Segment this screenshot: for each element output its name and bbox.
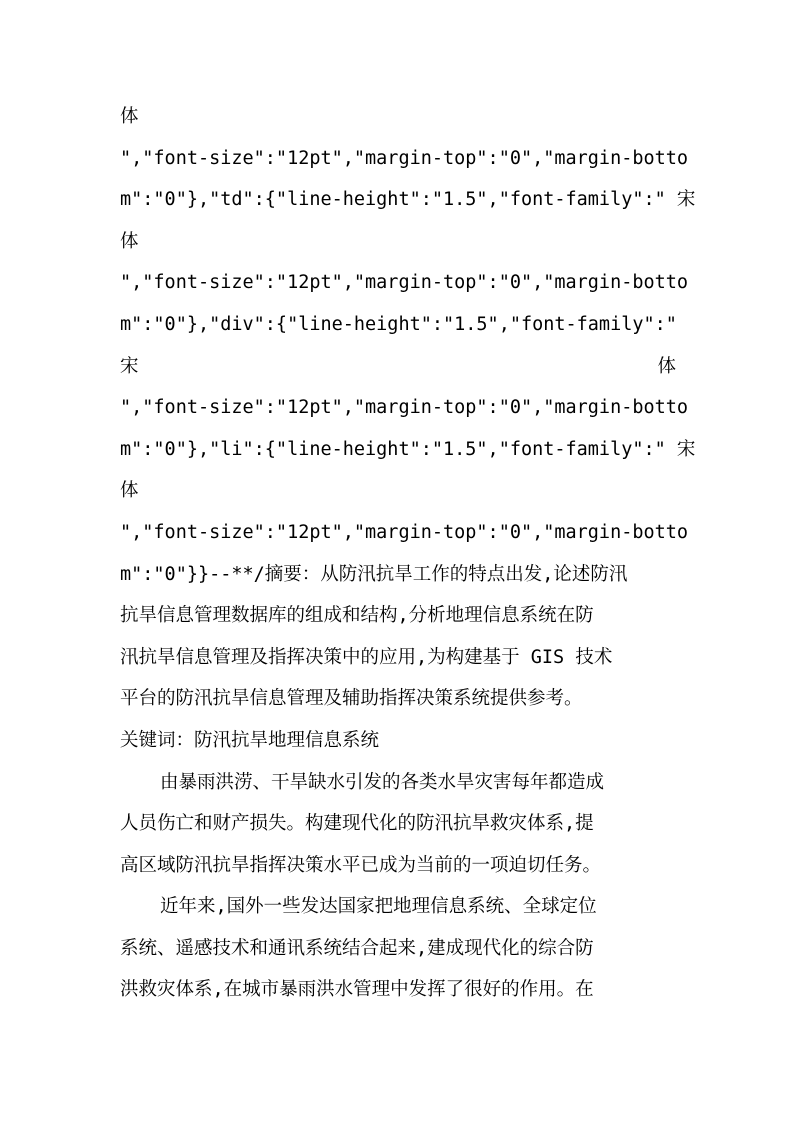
abstract-line: m":"0"}}--**/摘要：从防汛抗旱工作的特点出发,论述防汛 [120, 563, 628, 585]
text-fragment: 宋 [120, 355, 139, 377]
text-line: 体 [120, 230, 139, 252]
paragraph-line: 系统、遥感技术和通讯系统结合起来,建成现代化的综合防 [120, 937, 594, 959]
text-fragment: 体 [657, 355, 676, 377]
text-line: ","font-size":"12pt","margin-top":"0","margin-botto [120, 272, 689, 294]
text-line: 体 [120, 480, 139, 502]
paragraph-line: 人员伤亡和财产损失。构建现代化的防汛抗旱救灾体系,提 [120, 813, 594, 835]
text-line: m":"0"},"td":{"line-height":"1.5","font-family":" 宋 [120, 189, 696, 211]
abstract-line: 平台的防汛抗旱信息管理及辅助指挥决策系统提供参考。 [120, 688, 583, 710]
text-line: ","font-size":"12pt","margin-top":"0","margin-botto [120, 147, 689, 169]
keywords-line: 关键词：防汛抗旱地理信息系统 [120, 729, 380, 751]
paragraph-line: 由暴雨洪涝、干旱缺水引发的各类水旱灾害每年都造成 [160, 771, 605, 793]
paragraph-line: 高区域防汛抗旱指挥决策水平已成为当前的一项迫切任务。 [120, 854, 602, 876]
text-line: ","font-size":"12pt","margin-top":"0","margin-botto [120, 521, 689, 543]
paragraph-line: 近年来,国外一些发达国家把地理信息系统、全球定位 [160, 896, 597, 918]
text-line: 体 [120, 106, 139, 127]
text-line: ","font-size":"12pt","margin-top":"0","margin-botto [120, 397, 689, 419]
text-line: m":"0"},"li":{"line-height":"1.5","font-family":" 宋 [120, 438, 696, 460]
abstract-line: 汛抗旱信息管理及指挥决策中的应用,为构建基于 GIS 技术 [120, 646, 613, 668]
abstract-line: 抗旱信息管理数据库的组成和结构,分析地理信息系统在防 [120, 605, 594, 627]
justified-text-line [120, 346, 676, 388]
text-line: m":"0"},"div":{"line-height":"1.5","font-family":" [120, 313, 677, 335]
paragraph-line: 洪救灾体系,在城市暴雨洪水管理中发挥了很好的作用。在 [120, 979, 594, 1001]
document-page [120, 96, 696, 1011]
